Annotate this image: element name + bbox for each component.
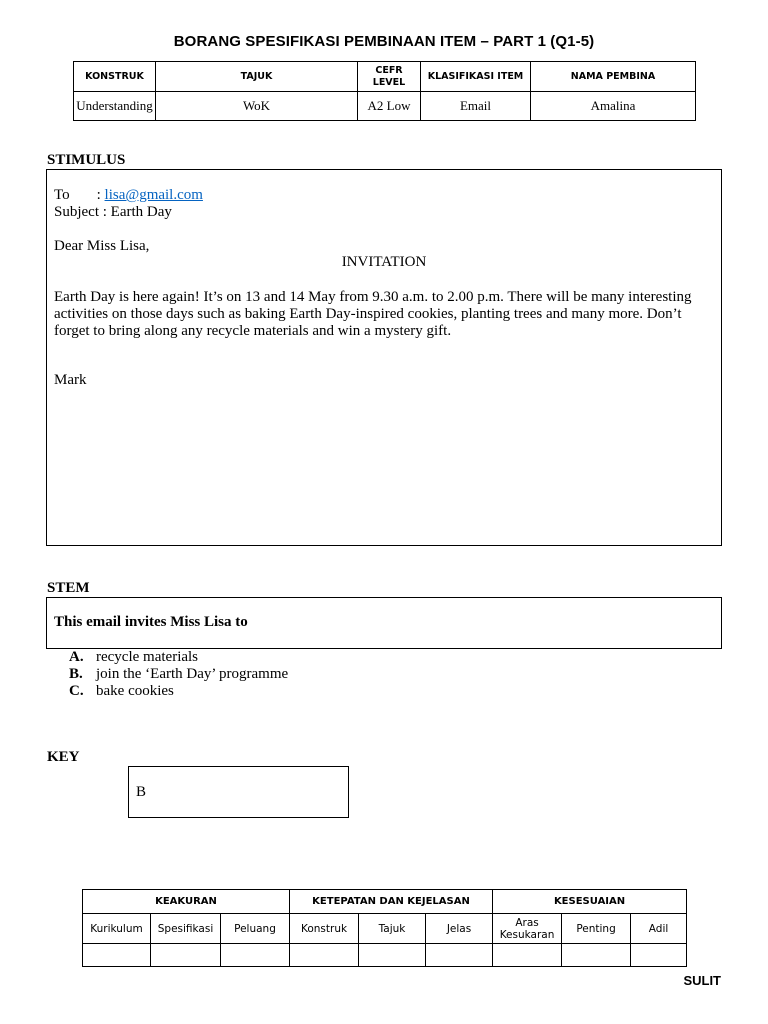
value-klasifikasi-item: Email (421, 92, 531, 121)
rating-cell[interactable] (83, 944, 151, 967)
key-answer: B (136, 784, 147, 800)
email-heading: INVITATION (341, 254, 427, 270)
rating-cell[interactable] (151, 944, 221, 967)
option-text: join the ‘Earth Day’ programme (96, 666, 289, 682)
column-kurikulum: Kurikulum (83, 914, 151, 944)
stimulus-label: STIMULUS (47, 152, 126, 168)
group-ketepatan-dan-kejelasan: KETEPATAN DAN KEJELASAN (290, 890, 493, 914)
rating-cell[interactable] (221, 944, 290, 967)
column-jelas: Jelas (426, 914, 493, 944)
email-to-line (54, 187, 203, 204)
column-konstruk: Konstruk (290, 914, 359, 944)
column-peluang: Peluang (221, 914, 290, 944)
column-adil: Adil (631, 914, 687, 944)
header-nama-pembina: NAMA PEMBINA (531, 62, 696, 92)
rating-cell[interactable] (493, 944, 562, 967)
option-letter: A. (69, 649, 84, 665)
column-penting: Penting (562, 914, 631, 944)
rating-cell[interactable] (290, 944, 359, 967)
option-a (69, 649, 288, 666)
column-tajuk: Tajuk (359, 914, 426, 944)
value-konstruk: Understanding (74, 92, 156, 121)
item-spec-table (73, 61, 696, 121)
page-title: BORANG SPESIFIKASI PEMBINAAN ITEM – PART 1 (Q1-5) (173, 33, 595, 50)
header-klasifikasi-item: KLASIFIKASI ITEM (421, 62, 531, 92)
stem-label: STEM (47, 580, 90, 596)
classification-footer: SULIT (683, 973, 721, 988)
rating-cell[interactable] (426, 944, 493, 967)
column-aras-kesukaran: Aras Kesukaran (493, 914, 562, 944)
rating-cell[interactable] (562, 944, 631, 967)
header-tajuk: TAJUK (156, 62, 358, 92)
rating-cell[interactable] (631, 944, 687, 967)
stem-question: This email invites Miss Lisa to (54, 614, 248, 630)
value-tajuk: WoK (156, 92, 358, 121)
evaluation-table (82, 889, 687, 967)
email-subject: Subject : Earth Day (54, 204, 172, 220)
stimulus-box (46, 169, 722, 546)
answer-options (69, 649, 288, 700)
column-spesifikasi: Spesifikasi (151, 914, 221, 944)
header-cefr-level: CEFR LEVEL (358, 62, 421, 92)
rating-cell[interactable] (359, 944, 426, 967)
key-label: KEY (47, 749, 80, 765)
email-greeting: Dear Miss Lisa, (54, 238, 150, 254)
option-letter: B. (69, 666, 83, 682)
option-b (69, 666, 288, 683)
value-nama-pembina: Amalina (531, 92, 696, 121)
stem-box (46, 597, 722, 649)
key-box (128, 766, 349, 818)
option-text: recycle materials (96, 649, 199, 665)
value-cefr-level: A2 Low (358, 92, 421, 121)
header-konstruk: KONSTRUK (74, 62, 156, 92)
option-c (69, 683, 288, 700)
email-address-link[interactable]: lisa@gmail.com (104, 187, 203, 203)
email-body: Earth Day is here again! It’s on 13 and 14 May from 9.30 a.m. to 2.00 p.m. There will be many interesting activities on those days such as baking Earth Day-inspired cookies, planting trees and many more. Don’t forget to bring along any recycle materials and win a mystery gift. (54, 289, 692, 339)
email-to-separator: : (96, 187, 101, 203)
group-kesesuaian: KESESUAIAN (493, 890, 687, 914)
group-keakuran: KEAKURAN (83, 890, 290, 914)
option-text: bake cookies (96, 683, 174, 699)
email-to-label: To (54, 187, 70, 203)
email-signoff: Mark (54, 372, 87, 388)
option-letter: C. (69, 683, 84, 699)
